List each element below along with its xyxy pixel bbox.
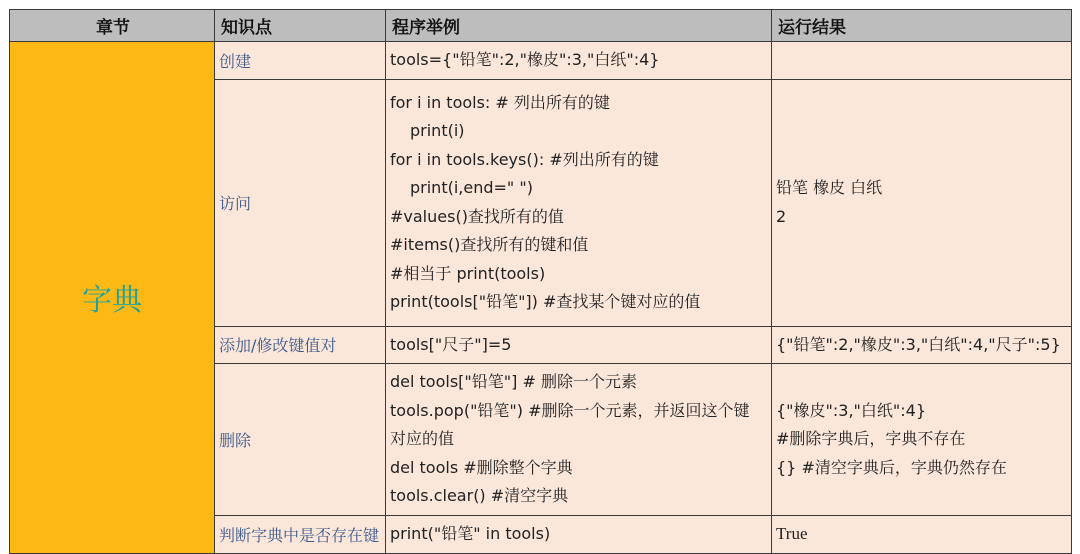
code-line: print(i,end=" ") [410, 178, 533, 197]
code-line: print(tools["铅笔"]) #查找某个键对应的值 [390, 292, 701, 311]
code-line: tools={"铅笔":2,"橡皮":3,"白纸":4} [390, 50, 660, 69]
code-line: del tools["铅笔"] # 删除一个元素 [390, 372, 637, 392]
chapter-cell: 字典 [10, 42, 215, 554]
result-line: {"铅笔":2,"橡皮":3,"白纸":4,"尺子":5} [776, 334, 1061, 354]
code-cell [386, 326, 772, 364]
code-line: tools["尺子"]=5 [390, 334, 512, 354]
code-line: tools.clear() #清空字典 [390, 486, 569, 506]
knowledge-table [9, 9, 1072, 554]
result-line: #删除字典后，字典不存在 [776, 429, 966, 449]
code-line: for i in tools.keys(): #列出所有的键 [390, 149, 659, 169]
result-line: {"橡皮":3,"白纸":4} [776, 400, 927, 420]
code-cell [386, 42, 772, 80]
topic-cell: 删除 [215, 364, 386, 516]
result-cell [772, 326, 1072, 364]
result-cell [772, 364, 1072, 516]
topic-cell: 添加/修改键值对 [215, 326, 386, 364]
header-chapter: 章节 [10, 10, 215, 42]
code-cell [386, 516, 772, 554]
code-cell [386, 79, 772, 326]
topic-cell: 创建 [215, 42, 386, 80]
header-result: 运行结果 [772, 10, 1072, 42]
result-line: {} #清空字典后，字典仍然存在 [776, 457, 1007, 477]
header-row [10, 10, 1072, 42]
code-cell [386, 364, 772, 516]
code-line: #items()查找所有的键和值 [390, 235, 589, 254]
code-line: #values()查找所有的值 [390, 206, 564, 226]
header-code: 程序举例 [386, 10, 772, 42]
table-row [10, 42, 1072, 80]
code-line: for i in tools: # 列出所有的键 [390, 92, 610, 112]
result-cell [772, 79, 1072, 326]
code-line: #相当于 print(tools) [390, 263, 546, 283]
code-line: tools.pop("铅笔") #删除一个元素，并返回这个键 [390, 400, 750, 420]
code-line: 对应的值 [390, 429, 455, 449]
result-line: 铅笔 橡皮 白纸 [776, 178, 883, 197]
result-line: 2 [776, 206, 787, 226]
code-line: print("铅笔" in tools) [390, 524, 551, 543]
topic-cell: 判断字典中是否存在键 [215, 516, 386, 554]
result-line: True [776, 524, 808, 543]
result-cell [772, 42, 1072, 80]
code-line: print(i) [410, 121, 465, 140]
code-line: del tools #删除整个字典 [390, 457, 573, 477]
result-cell [772, 516, 1072, 554]
topic-cell: 访问 [215, 79, 386, 326]
header-topic: 知识点 [215, 10, 386, 42]
